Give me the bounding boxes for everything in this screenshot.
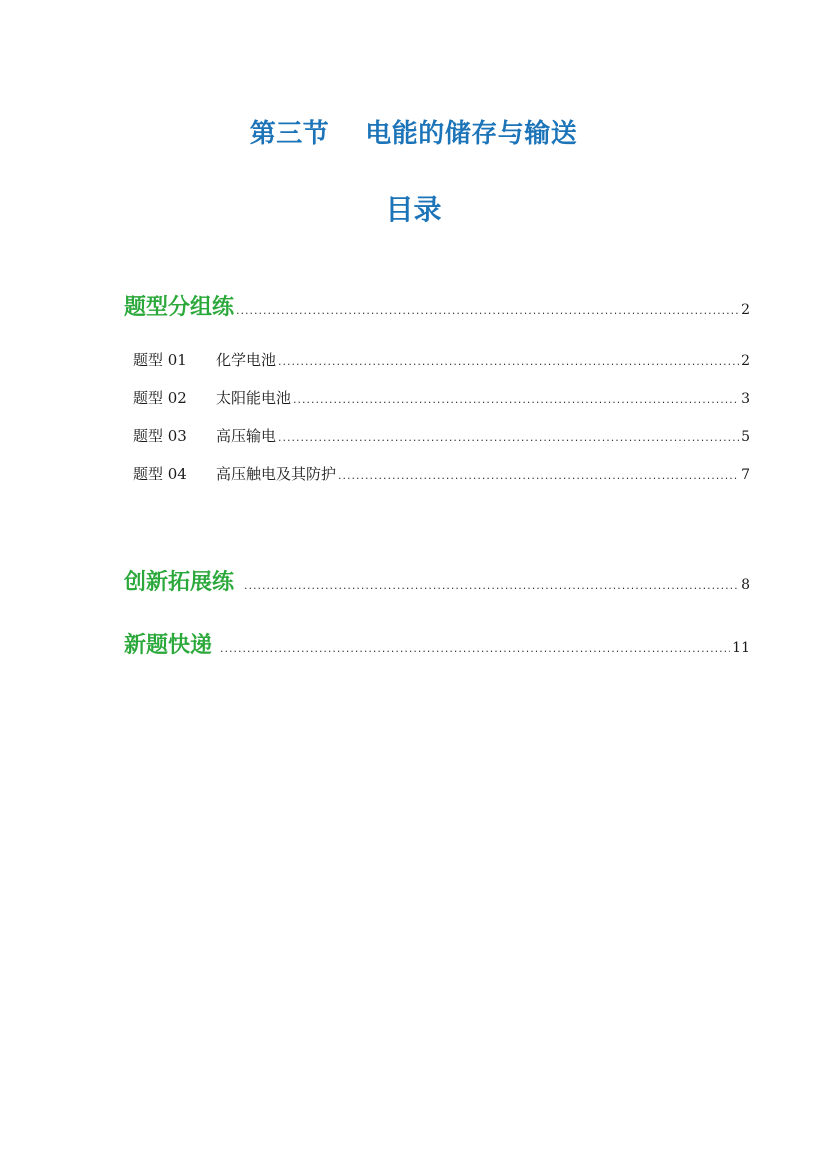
toc-page-number: 2 bbox=[741, 353, 750, 369]
toc-entry-innovation-practice[interactable] bbox=[124, 565, 750, 596]
toc-page-number: 5 bbox=[741, 429, 750, 445]
toc-entry-number: 题型 03 bbox=[133, 427, 187, 445]
toc-entry-label: 题型分组练 bbox=[124, 295, 235, 320]
toc-entry-type-04[interactable] bbox=[133, 463, 750, 484]
toc-page-number: 2 bbox=[741, 302, 750, 318]
toc-entry-label: 太阳能电池 bbox=[216, 389, 292, 407]
toc-entry-label: 新题快递 bbox=[124, 633, 213, 658]
section-title: 第三节 电能的储存与输送 bbox=[249, 119, 578, 149]
toc-entry-label: 高压输电 bbox=[216, 427, 277, 445]
dot-leader bbox=[244, 579, 739, 592]
toc-entry-label: 创新拓展练 bbox=[124, 570, 235, 595]
toc-title: 目录 bbox=[385, 193, 442, 226]
toc-page-number: 11 bbox=[732, 640, 750, 656]
toc-entry-label: 高压触电及其防护 bbox=[216, 465, 337, 483]
dot-leader bbox=[236, 304, 739, 317]
toc-entry-new-questions[interactable] bbox=[124, 628, 750, 659]
toc-page-number: 8 bbox=[741, 577, 750, 593]
dot-leader bbox=[338, 469, 739, 482]
dot-leader bbox=[293, 393, 739, 406]
toc-page-number: 3 bbox=[741, 391, 750, 407]
toc-entry-number: 题型 02 bbox=[133, 389, 187, 407]
toc-entry-number: 题型 04 bbox=[133, 465, 187, 483]
dot-leader bbox=[278, 355, 739, 368]
toc-page-number: 7 bbox=[741, 467, 750, 483]
toc-entry-type-01[interactable] bbox=[133, 349, 750, 370]
toc-entry-type-02[interactable] bbox=[133, 387, 750, 408]
dot-leader bbox=[278, 431, 739, 444]
toc-entry-type-03[interactable] bbox=[133, 425, 750, 446]
dot-leader bbox=[220, 642, 730, 655]
toc-entry-number: 题型 01 bbox=[133, 351, 187, 369]
toc-entry-group-practice[interactable] bbox=[124, 290, 750, 321]
toc-entry-label: 化学电池 bbox=[216, 351, 277, 369]
